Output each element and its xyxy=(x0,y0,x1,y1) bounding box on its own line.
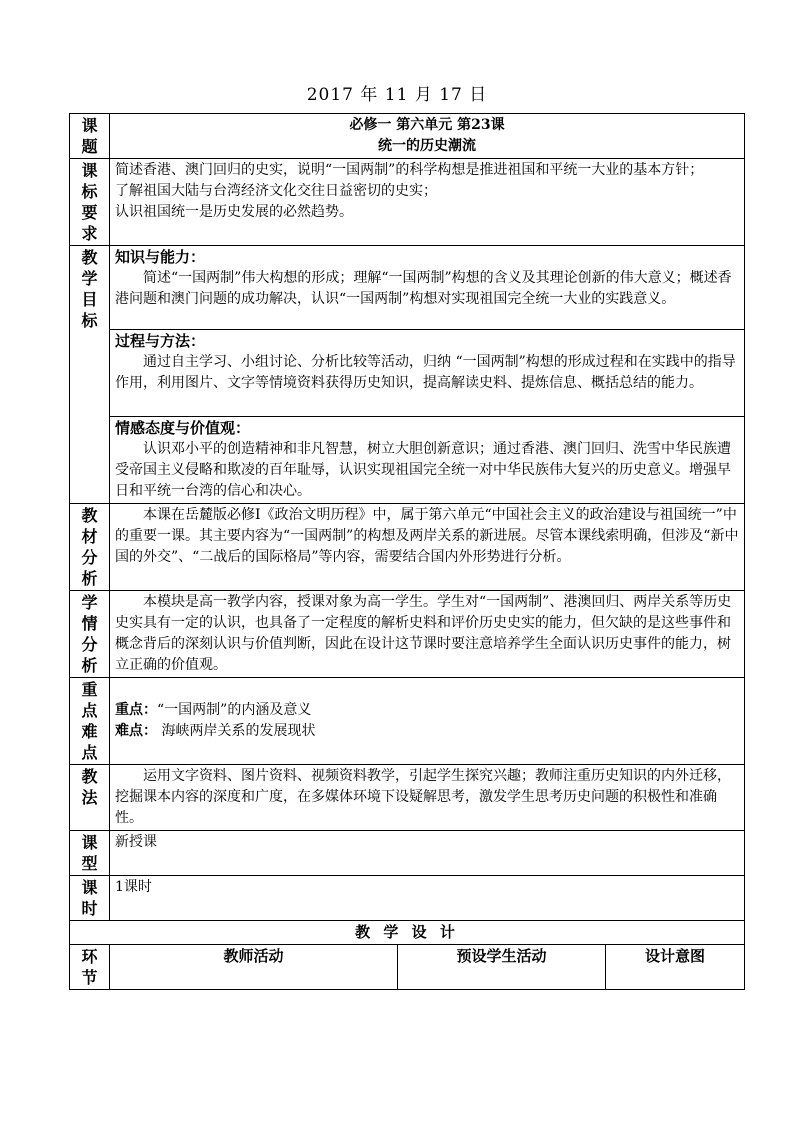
label-topic: 课题 xyxy=(70,114,110,159)
standard-2: 了解祖国大陆与台湾经济文化交往日益密切的史实； xyxy=(115,183,437,199)
column-student-activity: 预设学生活动 xyxy=(398,945,606,990)
hours-value: 1课时 xyxy=(110,876,745,921)
type-value: 新授课 xyxy=(110,831,745,876)
column-design-intent: 设计意图 xyxy=(606,945,745,990)
key-point xyxy=(115,700,739,721)
topic-unit: 必修一 第六单元 第23课 xyxy=(349,117,505,133)
knowledge-title: 知识与能力： xyxy=(115,248,206,266)
standard-1: 简述香港、澳门回归的史实，说明“一国两制”的科学构想是推进祖国和平统一大业的基本方针； xyxy=(115,162,704,178)
row-design-title xyxy=(70,921,745,945)
objective-knowledge-cell xyxy=(110,246,745,330)
process-title: 过程与方法： xyxy=(115,332,206,350)
column-teacher-activity: 教师活动 xyxy=(110,945,398,990)
method-cell xyxy=(110,765,745,831)
students-text: 本模块是高一教学内容，授课对象为高一学生。学生对“一国两制”、港澳回归、两岸关系等历史史实具有一定的认识，也具备了一定程度的解析史料和评价历史史实的能力，但欠缺的是这些事件和概念背后的深刻认识与价值判断，因此在设计这节课时要注意培养学生全面认识历史事件的能力，树立正确的价值观。 xyxy=(115,594,732,673)
difficult-text: 海峡两岸关系的发展现状 xyxy=(157,723,316,739)
row-standards xyxy=(70,159,745,246)
row-objective-knowledge xyxy=(70,246,745,330)
topic-title: 统一的历史潮流 xyxy=(378,138,476,154)
difficult-label: 难点： xyxy=(115,723,157,739)
keypoints-cell xyxy=(110,678,745,765)
difficult-point xyxy=(115,721,739,742)
material-cell xyxy=(110,504,745,591)
label-stage: 环节 xyxy=(70,945,110,990)
label-students: 学情分析 xyxy=(70,591,110,678)
process-text: 通过自主学习、小组讨论、分析比较等活动，归纳 “一国两制”构想的形成过程和在实践中的指导作用，利用图片、文字等情境资料获得历史知识，提高解读史料、提炼信息、概括总结的能力。 xyxy=(115,354,736,391)
material-text: 本课在岳麓版必修Ⅰ《政治文明历程》中，属于第六单元“中国社会主义的政治建设与祖国统一”中的重要一课。其主要内容为“一国两制”的构想及两岸关系的新进展。尽管本课线索明确，但涉及“新中国的外交”、“二战后的国际格局”等内容，需要结合国内外形势进行分析。 xyxy=(115,507,739,565)
lesson-plan-table xyxy=(69,113,745,990)
row-objective-process xyxy=(70,330,745,417)
label-objectives: 教学目标 xyxy=(70,246,110,504)
row-hours xyxy=(70,876,745,921)
label-keypoints: 重点难点 xyxy=(70,678,110,765)
label-standards: 课标要求 xyxy=(70,159,110,246)
knowledge-text: 简述“一国两制”伟大构想的形成；理解“一国两制”构想的含义及其理论创新的伟大意义；概述香港问题和澳门问题的成功解决，认识“一国两制”构想对实现祖国完全统一大业的实践意义。 xyxy=(115,270,732,307)
row-material xyxy=(70,504,745,591)
method-text: 运用文字资料、图片资料、视频资料教学，引起学生探究兴趣；教师注重历史知识的内外迁移，挖掘课本内容的深度和广度，在多媒体环境下设疑解思考，激发学生思考历史问题的积极性和准确性。 xyxy=(115,768,731,826)
label-hours: 课时 xyxy=(70,876,110,921)
label-type: 课型 xyxy=(70,831,110,876)
row-design-columns xyxy=(70,945,745,990)
label-method: 教法 xyxy=(70,765,110,831)
objective-process-cell xyxy=(110,330,745,417)
topic-cell xyxy=(110,114,745,159)
standards-cell xyxy=(110,159,745,246)
emotion-title: 情感态度与价值观： xyxy=(115,419,251,437)
label-material: 教材分析 xyxy=(70,504,110,591)
students-cell xyxy=(110,591,745,678)
objective-emotion-cell xyxy=(110,417,745,504)
document-date: 2017 年 11 月 17 日 xyxy=(306,85,488,105)
standard-3: 认识祖国统一是历史发展的必然趋势。 xyxy=(115,204,353,220)
row-type xyxy=(70,831,745,876)
row-objective-emotion xyxy=(70,417,745,504)
design-title: 教 学 设 计 xyxy=(70,921,745,945)
emotion-text: 认识邓小平的创造精神和非凡智慧，树立大胆创新意识；通过香港、澳门回归、洗雪中华民族遭受帝国主义侵略和欺凌的百年耻辱，认识实现祖国完全统一对中华民族伟大复兴的历史意义。增强早日和平统一台湾的信心和决心。 xyxy=(115,441,731,499)
row-students xyxy=(70,591,745,678)
key-label: 重点： xyxy=(115,702,157,718)
key-text: “一国两制”的内涵及意义 xyxy=(157,702,312,718)
row-keypoints xyxy=(70,678,745,765)
row-topic xyxy=(70,114,745,159)
row-method xyxy=(70,765,745,831)
